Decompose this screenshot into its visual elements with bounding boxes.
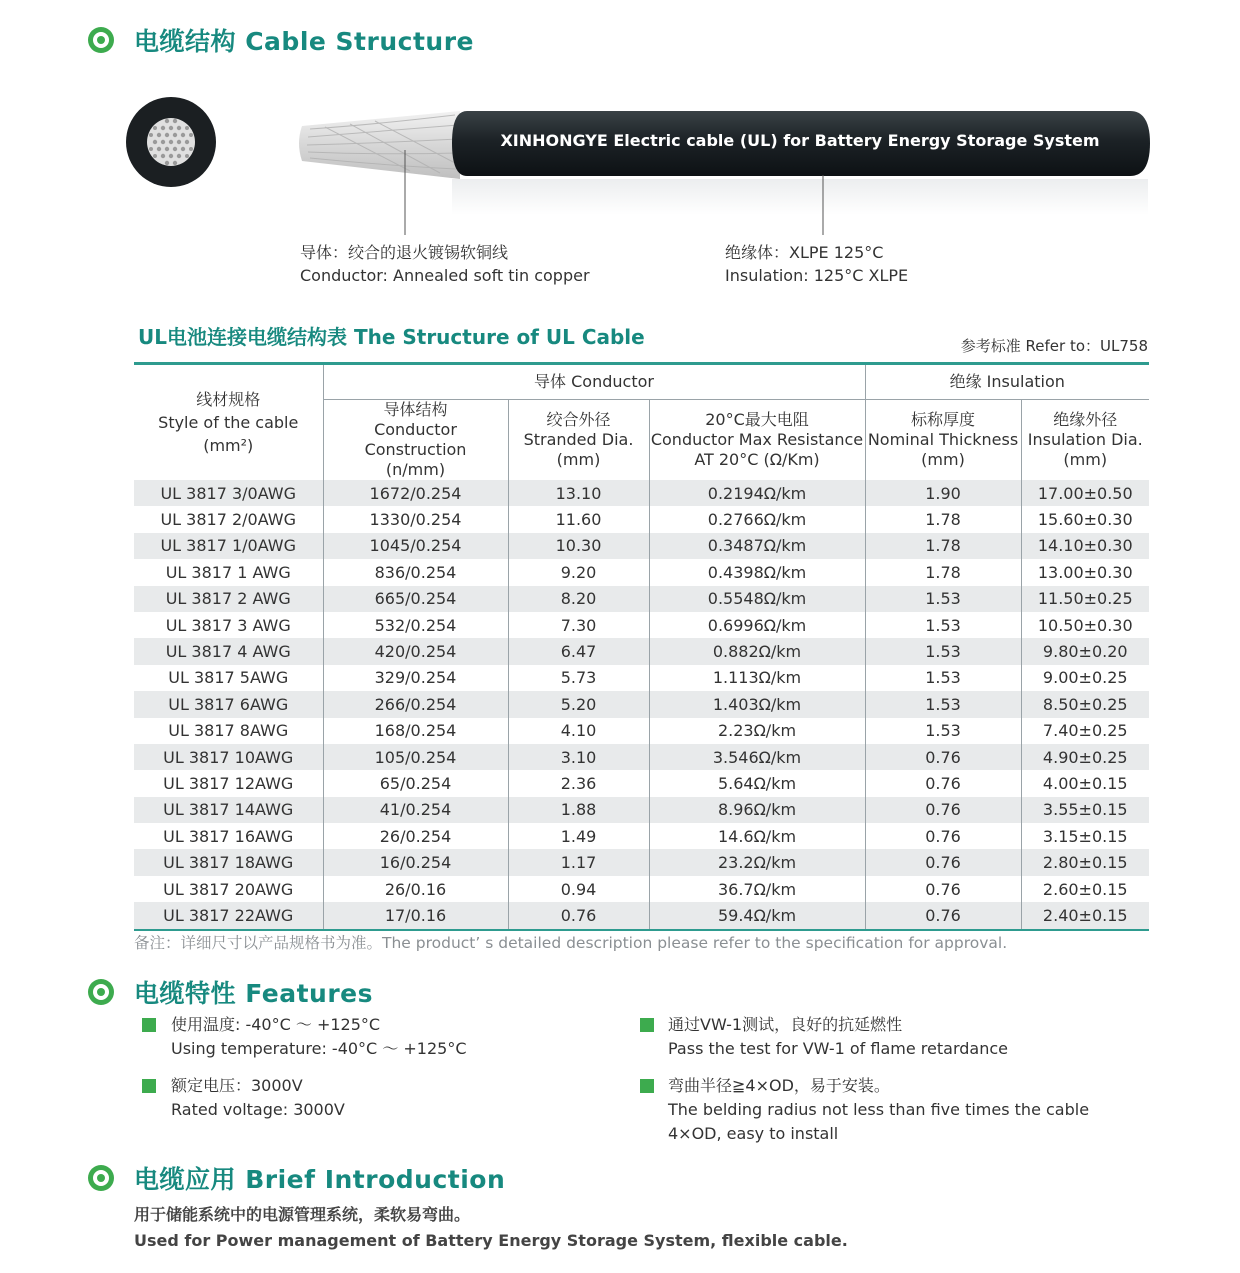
cell-construction: 420/0.254	[323, 638, 508, 664]
cell-thickness: 0.76	[865, 770, 1021, 796]
cell-construction: 26/0.254	[323, 823, 508, 849]
cell-construction: 41/0.254	[323, 797, 508, 823]
header-stranded-unit: (mm)	[556, 450, 601, 469]
cell-stranded: 1.49	[508, 823, 649, 849]
cell-thickness: 1.53	[865, 665, 1021, 691]
cell-style: UL 3817 5AWG	[134, 665, 323, 691]
feature-temperature-en: Using temperature: -40°C ～ +125°C	[171, 1039, 467, 1058]
cell-thickness: 1.53	[865, 586, 1021, 612]
feature-voltage	[171, 1074, 345, 1122]
cell-insdia: 2.80±0.15	[1021, 849, 1149, 875]
cell-stranded: 1.88	[508, 797, 649, 823]
feature-temperature-cn: 使用温度: -40°C ～ +125°C	[171, 1015, 381, 1034]
cell-resistance: 0.6996Ω/km	[649, 612, 865, 638]
cell-stranded: 3.10	[508, 744, 649, 770]
table-row	[134, 638, 1149, 664]
bullet-square-icon	[640, 1079, 654, 1093]
header-resistance-en: Conductor Max Resistance	[650, 430, 864, 449]
feature-temperature	[171, 1013, 467, 1061]
feature-voltage-cn: 额定电压：3000V	[171, 1076, 303, 1095]
feature-voltage-en: Rated voltage: 3000V	[171, 1100, 345, 1119]
section-header-features	[88, 974, 373, 1010]
cell-resistance: 0.4398Ω/km	[649, 559, 865, 585]
cell-construction: 1045/0.254	[323, 533, 508, 559]
cell-thickness: 0.76	[865, 902, 1021, 929]
header-construction-en: Conductor Construction	[364, 420, 467, 459]
insulation-callout	[725, 241, 908, 287]
header-insdia	[1021, 400, 1149, 481]
cell-stranded: 4.10	[508, 718, 649, 744]
cell-stranded: 7.30	[508, 612, 649, 638]
cell-thickness: 0.76	[865, 849, 1021, 875]
table-row	[134, 770, 1149, 796]
feature-bending-cn: 弯曲半径≧4×OD，易于安装。	[668, 1076, 890, 1095]
cell-thickness: 1.53	[865, 612, 1021, 638]
header-resistance	[649, 400, 865, 481]
introduction-en: Used for Power management of Battery Energy Storage System, flexible cable.	[134, 1231, 848, 1250]
cell-resistance: 5.64Ω/km	[649, 770, 865, 796]
cell-style: UL 3817 22AWG	[134, 902, 323, 929]
cell-style: UL 3817 4 AWG	[134, 638, 323, 664]
cell-stranded: 1.17	[508, 849, 649, 875]
section-header-cable-structure	[88, 22, 474, 58]
cell-construction: 105/0.254	[323, 744, 508, 770]
header-thickness	[865, 400, 1021, 481]
cell-style: UL 3817 8AWG	[134, 718, 323, 744]
table-row	[134, 744, 1149, 770]
header-thickness-en: Nominal Thickness	[867, 430, 1019, 449]
cell-resistance: 2.23Ω/km	[649, 718, 865, 744]
cell-thickness: 0.76	[865, 876, 1021, 902]
cell-style: UL 3817 3 AWG	[134, 612, 323, 638]
cell-insdia: 11.50±0.25	[1021, 586, 1149, 612]
cell-insdia: 17.00±0.50	[1021, 480, 1149, 506]
cell-style: UL 3817 14AWG	[134, 797, 323, 823]
table-row	[134, 691, 1149, 717]
table-row	[134, 586, 1149, 612]
cell-insdia: 8.50±0.25	[1021, 691, 1149, 717]
cell-resistance: 0.2194Ω/km	[649, 480, 865, 506]
cell-thickness: 0.76	[865, 744, 1021, 770]
cell-insdia: 13.00±0.30	[1021, 559, 1149, 585]
cross-section-icon	[126, 97, 216, 187]
cell-stranded: 8.20	[508, 586, 649, 612]
cell-style: UL 3817 1/0AWG	[134, 533, 323, 559]
bullet-square-icon	[142, 1079, 156, 1093]
cell-thickness: 0.76	[865, 797, 1021, 823]
table-row	[134, 902, 1149, 929]
cell-resistance: 0.2766Ω/km	[649, 506, 865, 532]
section-title: 电缆结构 Cable Structure	[134, 27, 474, 56]
cell-thickness: 1.78	[865, 533, 1021, 559]
introduction	[134, 1202, 848, 1254]
cell-stranded: 5.20	[508, 691, 649, 717]
header-resistance-unit: AT 20°C (Ω/Km)	[694, 450, 820, 469]
header-style-en: Style of the cable	[158, 413, 299, 432]
cell-style: UL 3817 2/0AWG	[134, 506, 323, 532]
cable-illustration	[110, 85, 1170, 245]
cell-stranded: 0.76	[508, 902, 649, 929]
spec-table	[134, 362, 1149, 931]
cell-style: UL 3817 3/0AWG	[134, 480, 323, 506]
cell-stranded: 5.73	[508, 665, 649, 691]
header-stranded	[508, 400, 649, 481]
cell-construction: 17/0.16	[323, 902, 508, 929]
cell-construction: 65/0.254	[323, 770, 508, 796]
introduction-cn: 用于储能系统中的电源管理系统，柔软易弯曲。	[134, 1205, 471, 1224]
cell-insdia: 3.15±0.15	[1021, 823, 1149, 849]
feature-bending-en1: The belding radius not less than five times the cable	[668, 1100, 1090, 1119]
header-stranded-cn: 绞合外径	[546, 410, 611, 429]
cell-insdia: 10.50±0.30	[1021, 612, 1149, 638]
table-row	[134, 665, 1149, 691]
cell-stranded: 13.10	[508, 480, 649, 506]
header-construction	[323, 400, 508, 481]
cell-insdia: 9.80±0.20	[1021, 638, 1149, 664]
cell-construction: 168/0.254	[323, 718, 508, 744]
cell-stranded: 6.47	[508, 638, 649, 664]
cell-stranded: 10.30	[508, 533, 649, 559]
cell-stranded: 0.94	[508, 876, 649, 902]
cell-insdia: 7.40±0.25	[1021, 718, 1149, 744]
table-row	[134, 823, 1149, 849]
cell-construction: 532/0.254	[323, 612, 508, 638]
table-title: UL电池连接电缆结构表 The Structure of UL Cable	[138, 325, 645, 349]
cable-print-label: XINHONGYE Electric cable (UL) for Battery Energy Storage System	[500, 131, 1100, 150]
cell-construction: 26/0.16	[323, 876, 508, 902]
cell-style: UL 3817 1 AWG	[134, 559, 323, 585]
cell-thickness: 1.53	[865, 691, 1021, 717]
target-icon	[88, 979, 114, 1005]
table-row	[134, 559, 1149, 585]
cell-insdia: 14.10±0.30	[1021, 533, 1149, 559]
bullet-square-icon	[640, 1018, 654, 1032]
feature-bending	[668, 1074, 1089, 1146]
header-insdia-unit: (mm)	[1063, 450, 1108, 469]
cell-resistance: 59.4Ω/km	[649, 902, 865, 929]
cell-construction: 836/0.254	[323, 559, 508, 585]
insulation-callout-en: Insulation: 125°C XLPE	[725, 266, 909, 285]
bullet-square-icon	[142, 1018, 156, 1032]
cell-insdia: 4.00±0.15	[1021, 770, 1149, 796]
cell-construction: 329/0.254	[323, 665, 508, 691]
refer-to: 参考标准 Refer to：UL758	[960, 337, 1148, 355]
cell-style: UL 3817 16AWG	[134, 823, 323, 849]
cell-thickness: 1.53	[865, 638, 1021, 664]
cell-thickness: 1.90	[865, 480, 1021, 506]
cell-resistance: 1.403Ω/km	[649, 691, 865, 717]
cell-resistance: 0.5548Ω/km	[649, 586, 865, 612]
table-row	[134, 533, 1149, 559]
header-thickness-cn: 标称厚度	[910, 410, 975, 429]
table-row	[134, 480, 1149, 506]
conductor-callout-en: Conductor: Annealed soft tin copper	[300, 266, 590, 285]
feature-vw1-cn: 通过VW-1测试，良好的抗延燃性	[668, 1015, 903, 1034]
header-style	[134, 364, 323, 481]
cell-stranded: 11.60	[508, 506, 649, 532]
cell-thickness: 1.78	[865, 506, 1021, 532]
table-row	[134, 612, 1149, 638]
cell-insdia: 9.00±0.25	[1021, 665, 1149, 691]
table-row	[134, 797, 1149, 823]
cell-insdia: 15.60±0.30	[1021, 506, 1149, 532]
cell-resistance: 23.2Ω/km	[649, 849, 865, 875]
cell-style: UL 3817 6AWG	[134, 691, 323, 717]
cell-resistance: 8.96Ω/km	[649, 797, 865, 823]
header-construction-cn: 导体结构	[383, 400, 448, 419]
cell-style: UL 3817 10AWG	[134, 744, 323, 770]
cell-stranded: 2.36	[508, 770, 649, 796]
table-row	[134, 506, 1149, 532]
feature-vw1	[668, 1013, 1008, 1061]
cell-resistance: 1.113Ω/km	[649, 665, 865, 691]
cell-stranded: 9.20	[508, 559, 649, 585]
cell-construction: 1672/0.254	[323, 480, 508, 506]
header-style-cn: 线材规格	[196, 390, 261, 409]
cell-construction: 266/0.254	[323, 691, 508, 717]
insulation-callout-cn: 绝缘体：XLPE 125°C	[725, 243, 884, 262]
table-row	[134, 849, 1149, 875]
header-insdia-cn: 绝缘外径	[1053, 410, 1118, 429]
header-construction-unit: (n/mm)	[385, 460, 446, 479]
feature-bending-en2: 4×OD, easy to install	[668, 1124, 839, 1143]
table-note: 备注：详细尺寸以产品规格书为准。The product’ s detailed description please refer to the specification for approval.	[134, 934, 1008, 952]
header-insulation: 绝缘 Insulation	[865, 364, 1149, 400]
conductor-callout-cn: 导体：绞合的退火镀锡软铜线	[300, 243, 509, 262]
cell-construction: 16/0.254	[323, 849, 508, 875]
cell-style: UL 3817 12AWG	[134, 770, 323, 796]
header-thickness-unit: (mm)	[921, 450, 965, 469]
cell-insdia: 2.60±0.15	[1021, 876, 1149, 902]
cell-resistance: 14.6Ω/km	[649, 823, 865, 849]
cell-thickness: 1.53	[865, 718, 1021, 744]
cell-style: UL 3817 20AWG	[134, 876, 323, 902]
cell-style: UL 3817 2 AWG	[134, 586, 323, 612]
header-stranded-en: Stranded Dia.	[523, 430, 634, 449]
cell-style: UL 3817 18AWG	[134, 849, 323, 875]
feature-vw1-en: Pass the test for VW-1 of flame retardance	[668, 1039, 1008, 1058]
cell-thickness: 1.78	[865, 559, 1021, 585]
cell-thickness: 0.76	[865, 823, 1021, 849]
cell-insdia: 4.90±0.25	[1021, 744, 1149, 770]
table-row	[134, 876, 1149, 902]
cell-resistance: 36.7Ω/km	[649, 876, 865, 902]
header-conductor: 导体 Conductor	[323, 364, 865, 400]
header-style-unit: (mm²)	[203, 436, 254, 455]
cell-resistance: 3.546Ω/km	[649, 744, 865, 770]
section-header-introduction	[88, 1160, 505, 1196]
cell-resistance: 0.882Ω/km	[649, 638, 865, 664]
target-icon	[88, 27, 114, 53]
header-resistance-cn: 20°C最大电阻	[705, 410, 809, 429]
cell-construction: 1330/0.254	[323, 506, 508, 532]
section-title: 电缆特性 Features	[134, 979, 374, 1008]
cell-construction: 665/0.254	[323, 586, 508, 612]
cell-insdia: 3.55±0.15	[1021, 797, 1149, 823]
header-insdia-en: Insulation Dia.	[1027, 430, 1143, 449]
cell-resistance: 0.3487Ω/km	[649, 533, 865, 559]
section-title: 电缆应用 Brief Introduction	[134, 1165, 506, 1194]
table-row	[134, 718, 1149, 744]
conductor-callout	[300, 241, 590, 287]
cell-insdia: 2.40±0.15	[1021, 902, 1149, 929]
target-icon	[88, 1165, 114, 1191]
